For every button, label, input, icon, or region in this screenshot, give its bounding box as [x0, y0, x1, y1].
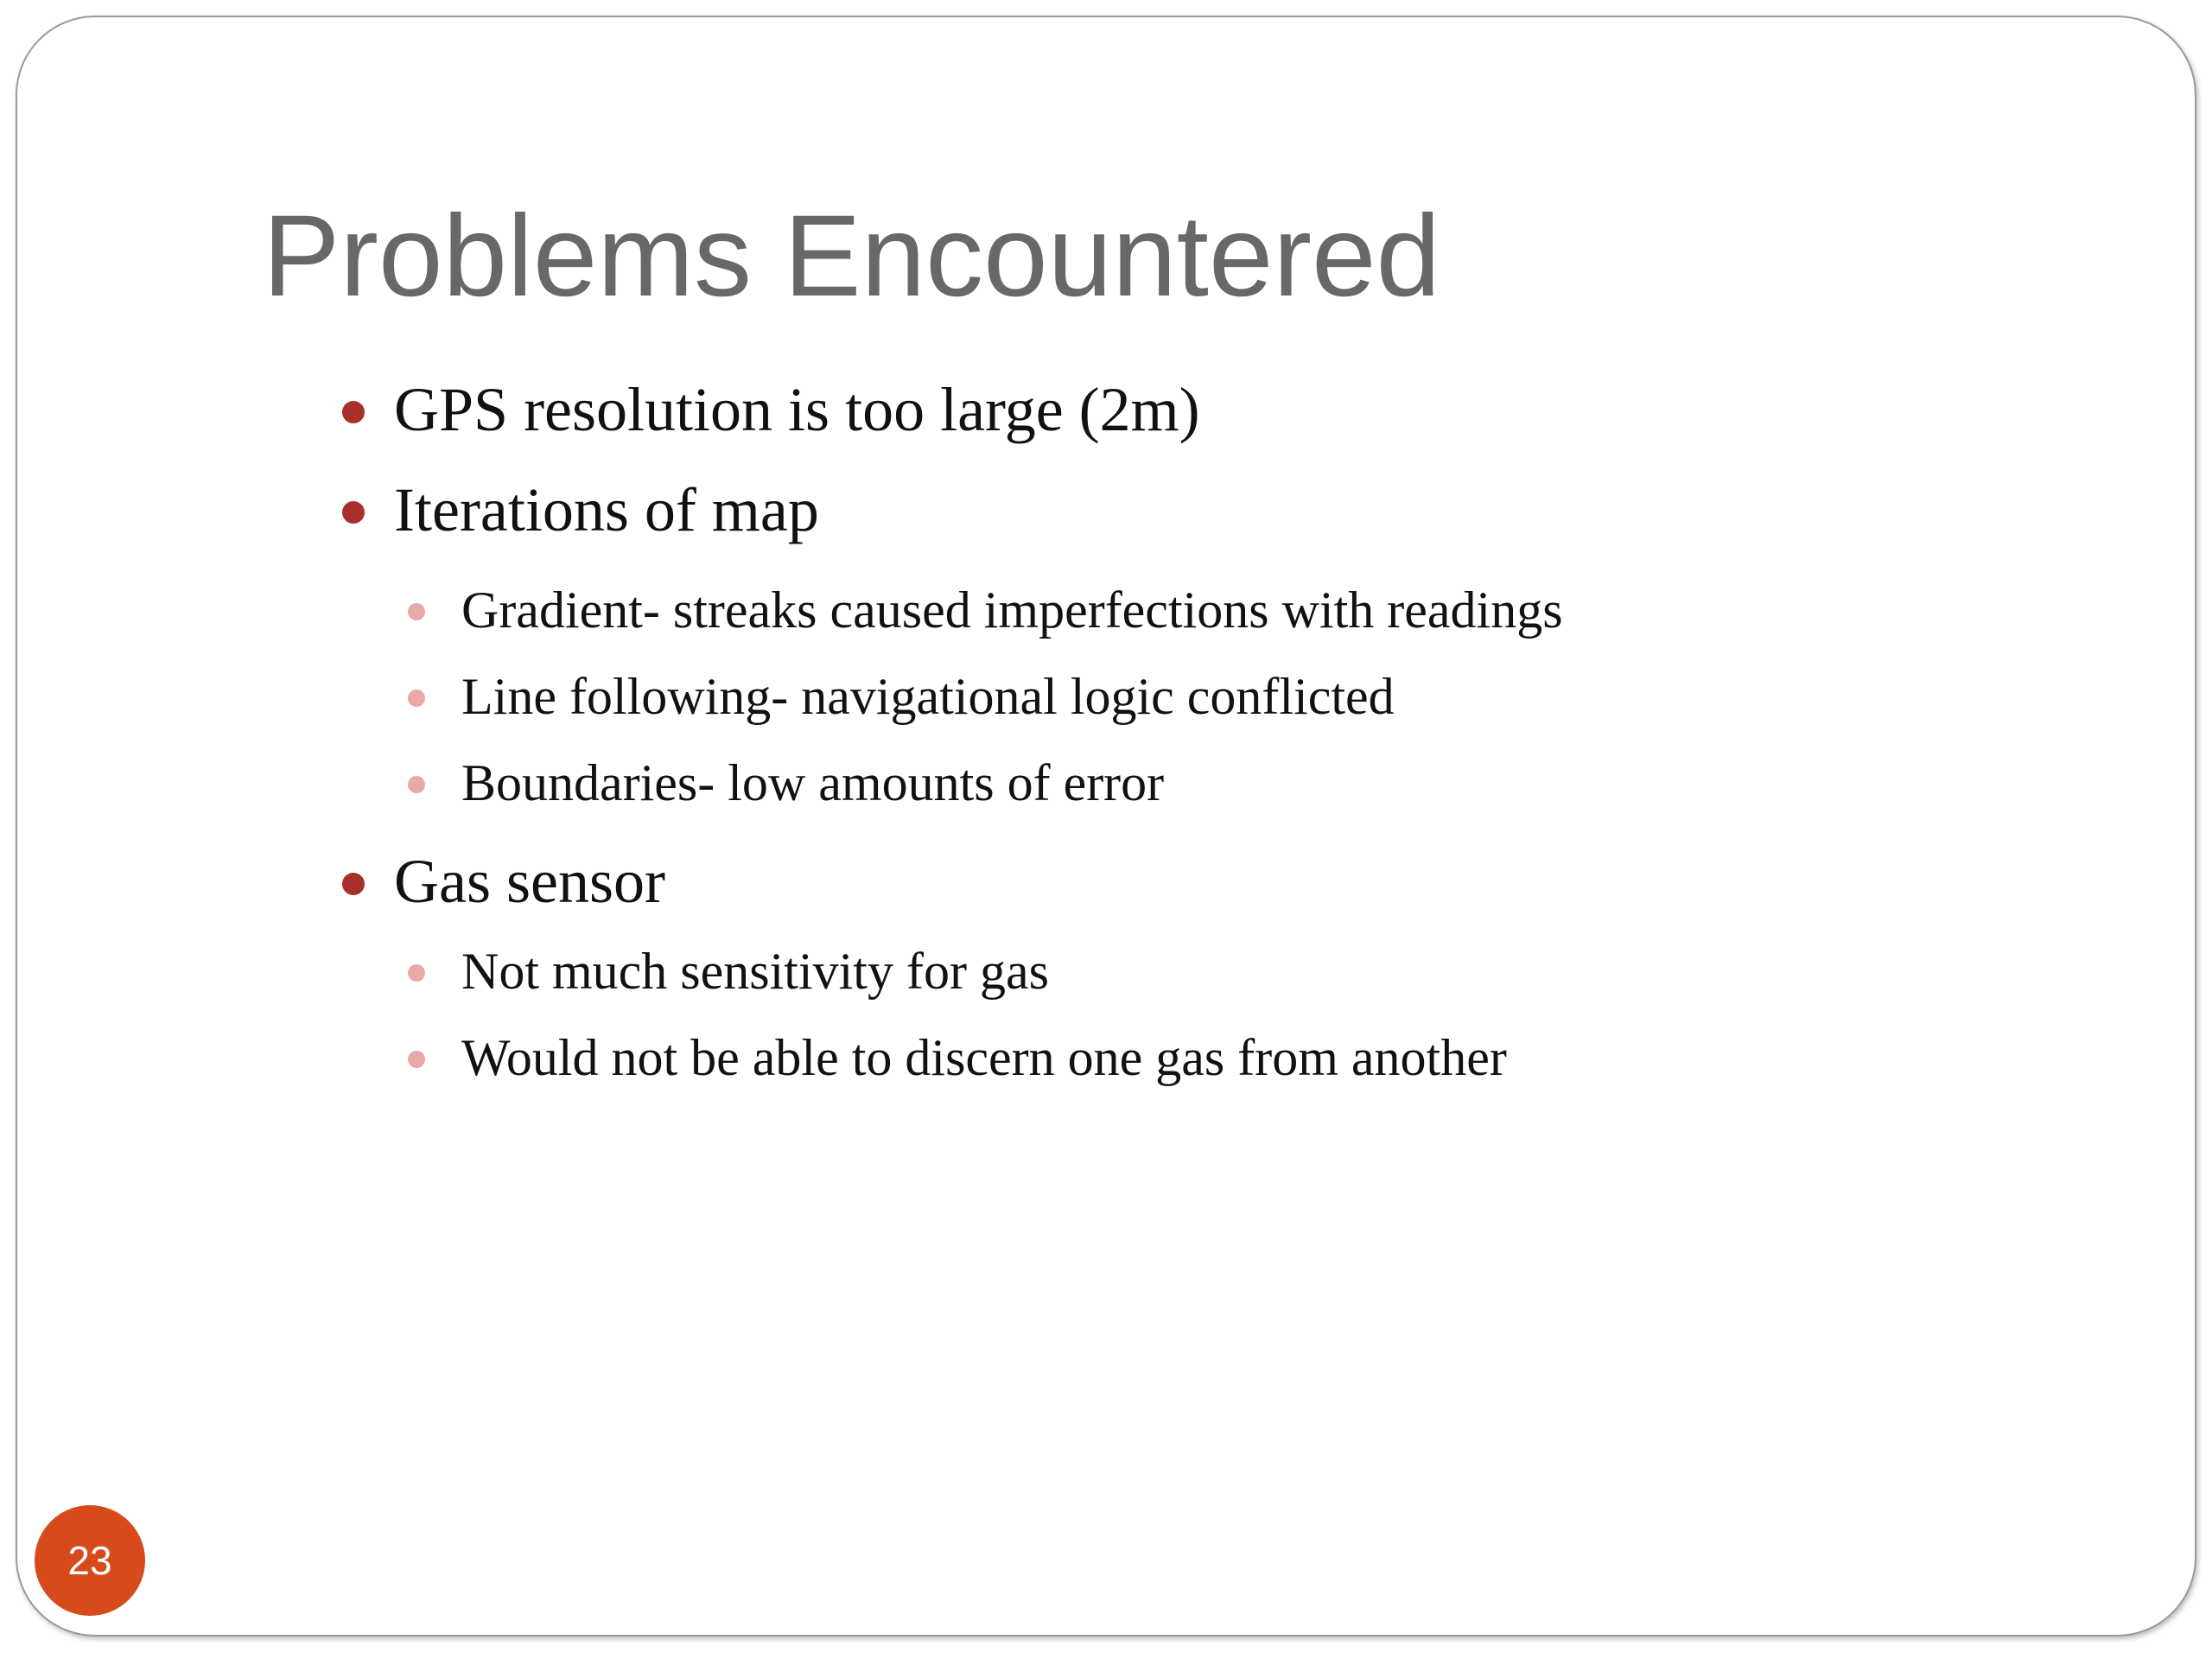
sub-bullet-text: Not much sensitivity for gas	[461, 943, 1049, 1000]
sub-bullet-text: Would not be able to discern one gas from another	[461, 1029, 1507, 1086]
sub-bullet-item	[461, 1029, 1507, 1086]
bullet-dot-icon	[342, 401, 365, 423]
sub-bullet-text: Line following- navigational logic conflicted	[461, 668, 1395, 725]
bullet-text: Gas sensor	[394, 847, 665, 916]
bullet-item	[394, 475, 819, 544]
slide-title: Problems Encountered	[263, 192, 1441, 321]
bullet-item	[394, 375, 1200, 444]
sub-bullet-item	[461, 754, 1165, 811]
page-number-badge: 23	[35, 1505, 145, 1616]
sub-bullet-dot-icon	[408, 1051, 425, 1068]
sub-bullet-dot-icon	[408, 603, 425, 620]
bullet-dot-icon	[342, 873, 365, 895]
sub-bullet-item	[461, 668, 1395, 725]
sub-bullet-item	[461, 943, 1049, 1000]
bullet-text: GPS resolution is too large (2m)	[394, 375, 1200, 444]
bullet-text: Iterations of map	[394, 475, 819, 544]
bullet-dot-icon	[342, 501, 365, 524]
slide-frame	[16, 16, 2196, 1637]
sub-bullet-dot-icon	[408, 690, 425, 707]
sub-bullet-dot-icon	[408, 776, 425, 793]
bullet-item	[394, 847, 665, 916]
sub-bullet-text: Boundaries- low amounts of error	[461, 754, 1165, 811]
sub-bullet-dot-icon	[408, 964, 425, 982]
sub-bullet-text: Gradient- streaks caused imperfections with readings	[461, 582, 1563, 639]
sub-bullet-item	[461, 582, 1563, 639]
